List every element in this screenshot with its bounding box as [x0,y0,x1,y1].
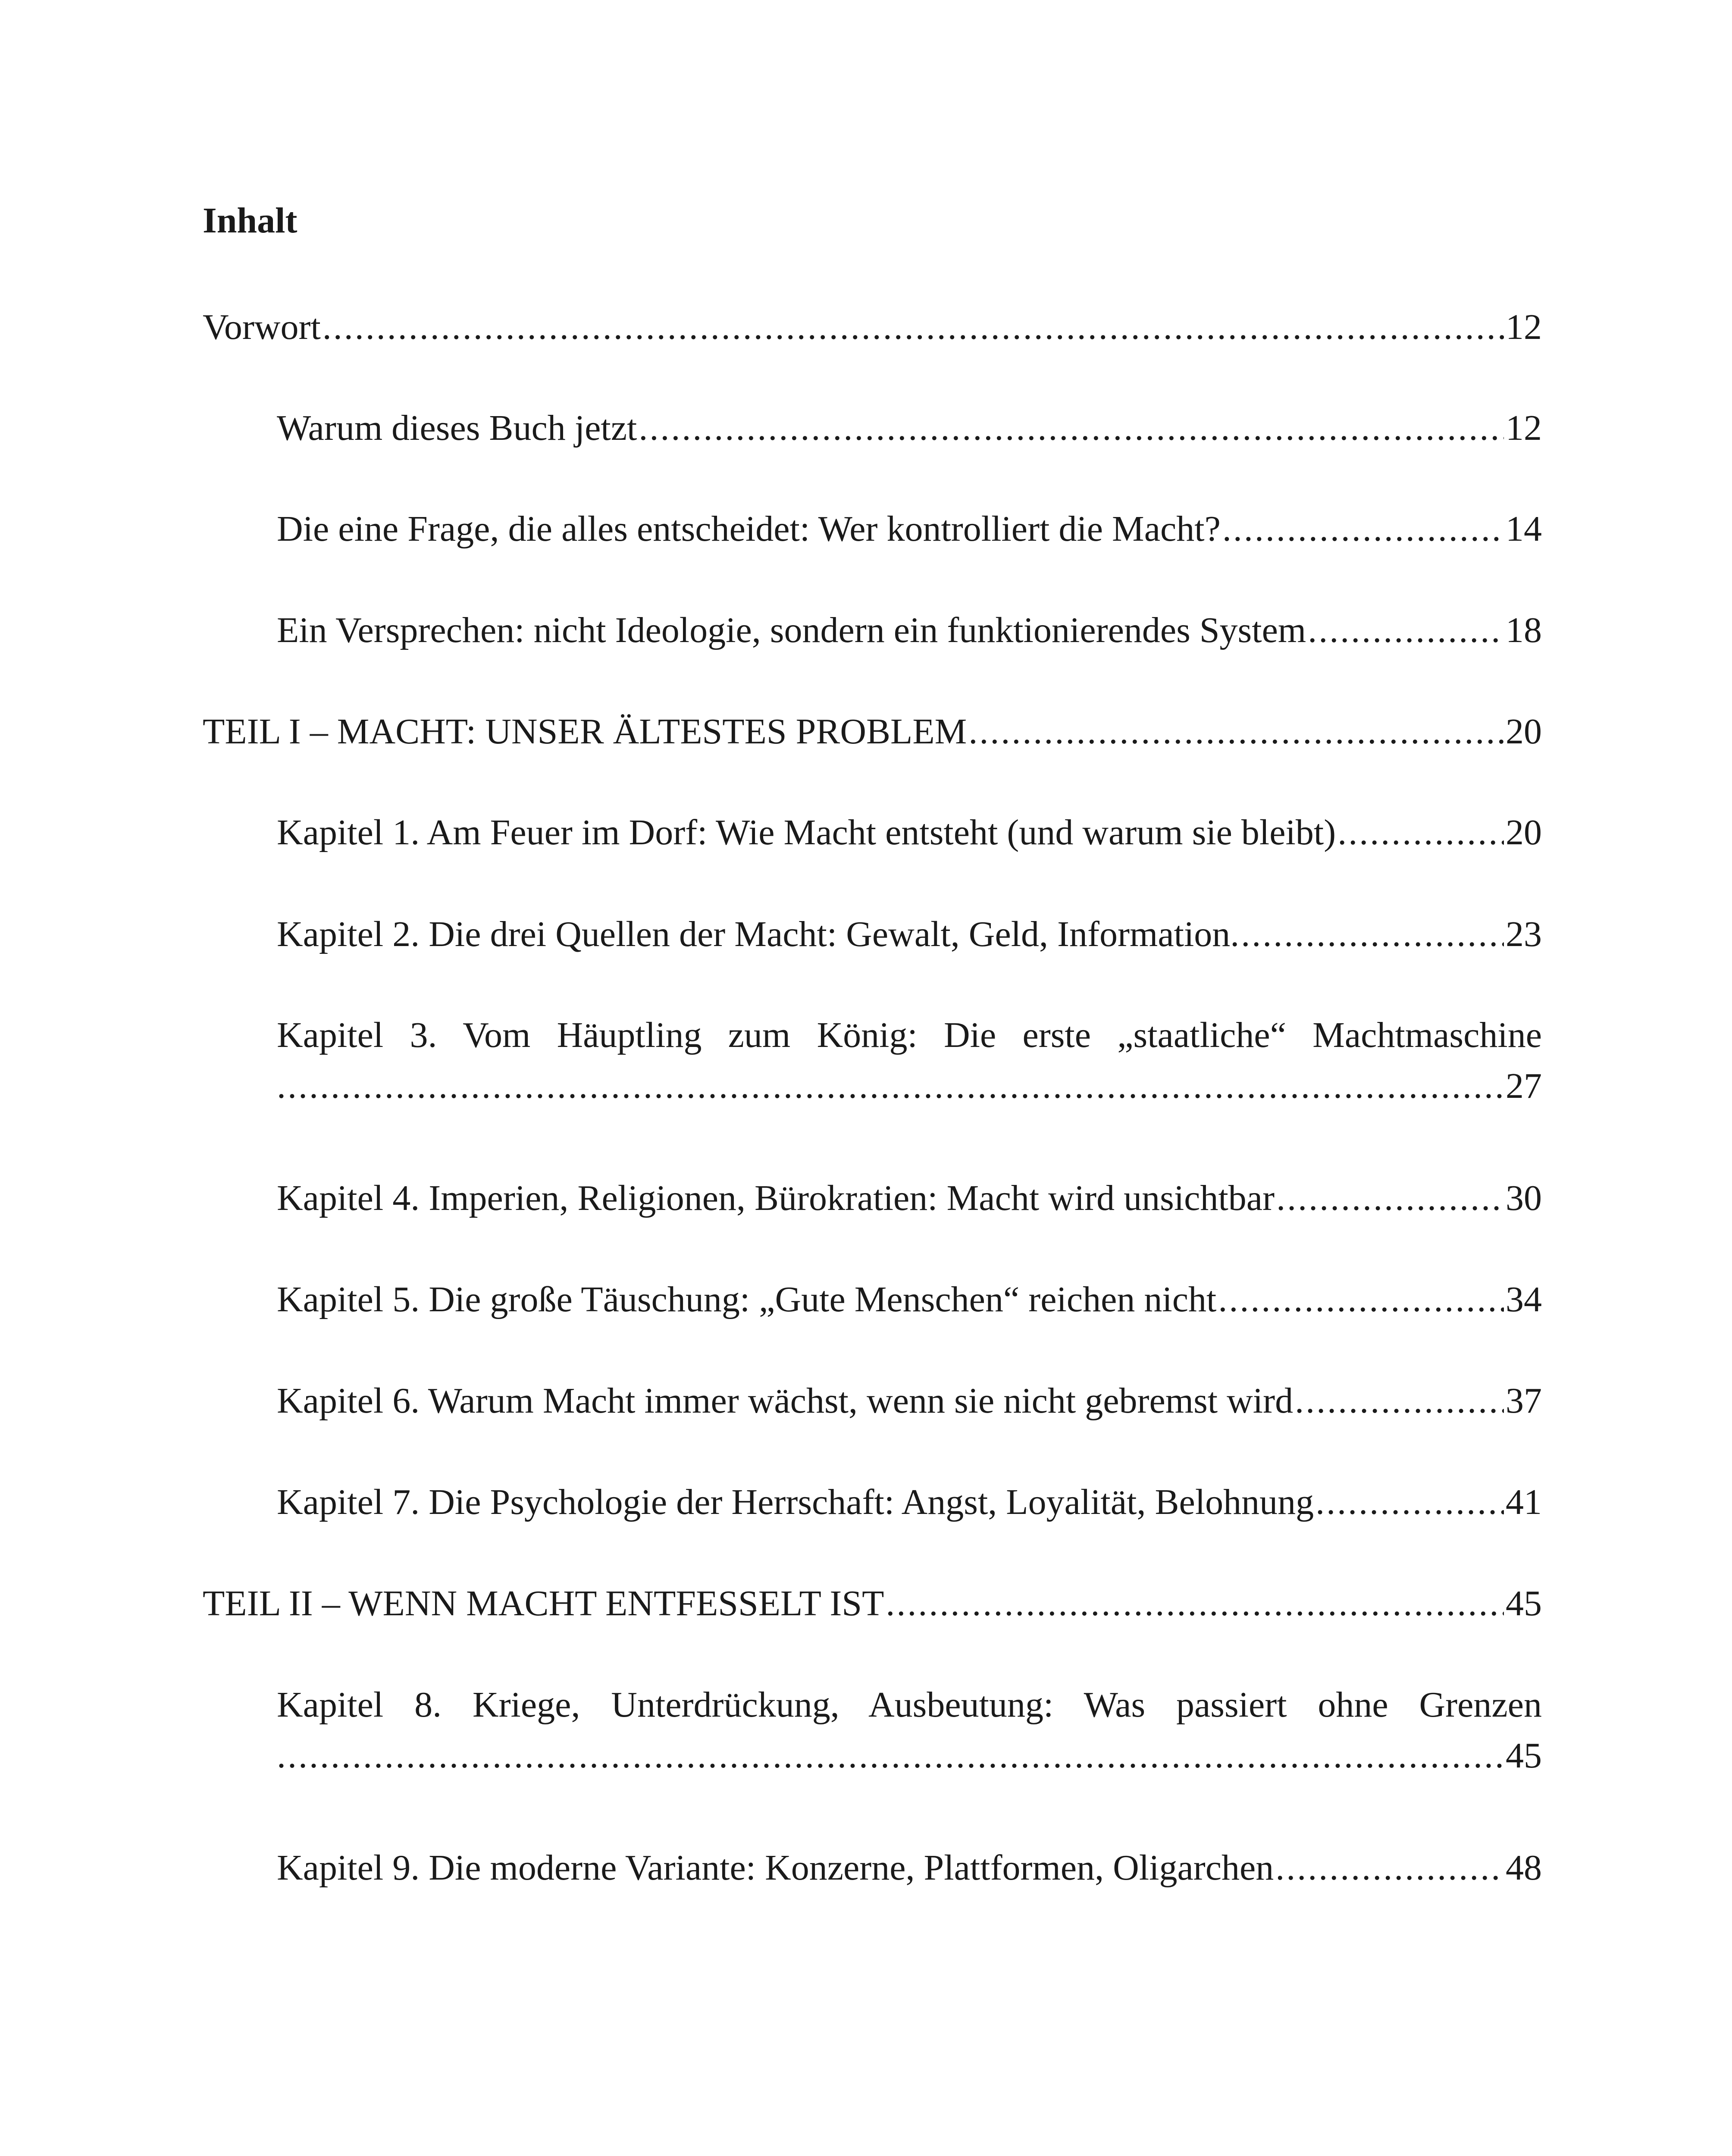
toc-part-entry[interactable] [203,706,1542,757]
toc-entry[interactable] [277,1274,1542,1325]
toc-entry[interactable] [277,1477,1542,1528]
toc-entry-page: 20 [1506,711,1542,752]
toc-entry-page: 48 [1506,1848,1542,1888]
toc-entry-title: Kapitel 7. Die Psychologie der Herrschaft: Angst, Loyalität, Belohnung [277,1482,1314,1522]
toc-entry-title: Vorwort [203,307,321,347]
dot-leader [323,302,1504,353]
toc-entry-title: Ein Versprechen: nicht Ideologie, sondern ein funktionierendes System [277,610,1306,650]
toc-entry[interactable] [277,1680,1542,1781]
toc-entry-title: Kapitel 5. Die große Täuschung: „Gute Menschen“ reichen nicht [277,1279,1217,1319]
dot-leader [1275,1843,1504,1893]
toc-entry-title: Die eine Frage, die alles entscheidet: Wer kontrolliert die Macht? [277,509,1221,549]
toc-entry-page: 45 [1506,1583,1542,1623]
toc-entry-title: TEIL II – WENN MACHT ENTFESSELT IST [203,1583,884,1623]
toc-entry-page: 20 [1506,812,1542,852]
dot-leader [1308,605,1504,656]
toc-heading: Inhalt [203,201,298,241]
toc-entry-page: 23 [1506,914,1542,954]
toc-entry-title: Kapitel 6. Warum Macht immer wächst, wenn sie nicht gebremst wird [277,1381,1294,1421]
dot-leader [1218,1274,1504,1325]
toc-entry[interactable] [277,807,1542,858]
dot-leader [1337,807,1504,858]
toc-entry-title: Kapitel 1. Am Feuer im Dorf: Wie Macht entsteht (und warum sie bleibt) [277,812,1336,852]
toc-entry-page: 30 [1506,1178,1542,1218]
toc-entry[interactable] [277,909,1542,960]
toc-entry-page: 34 [1506,1279,1542,1319]
toc-entry-title: Warum dieses Buch jetzt [277,408,637,448]
toc-entry-page: 12 [1506,408,1542,448]
dot-leader [1315,1477,1504,1528]
dot-leader [1295,1376,1504,1426]
toc-entry-page: 14 [1506,509,1542,549]
toc-entry[interactable] [277,403,1542,454]
dot-leader [277,1730,1504,1781]
toc-entry-title: TEIL I – MACHT: UNSER ÄLTESTES PROBLEM [203,711,967,752]
dot-leader [1241,909,1504,960]
toc-entry[interactable] [277,1376,1542,1426]
toc-entry-page: 45 [1506,1736,1542,1776]
toc-entry-page: 37 [1506,1381,1542,1421]
toc-entry[interactable] [277,504,1542,555]
toc-entry[interactable] [277,1173,1542,1224]
toc-entry-title: Kapitel 9. Die moderne Variante: Konzerne, Plattformen, Oligarchen [277,1848,1274,1888]
toc-entry-title: Kapitel 3. Vom Häuptling zum König: Die erste „staatliche“ Machtmaschine [277,1015,1542,1055]
toc-entry[interactable] [277,1843,1542,1893]
toc-entry-page: 12 [1506,307,1542,347]
toc-entry[interactable] [277,605,1542,656]
dot-leader [639,403,1504,454]
toc-entry-title: Kapitel 8. Kriege, Unterdrückung, Ausbeutung: Was passiert ohne Grenzen [277,1685,1542,1725]
toc-entry-page: 18 [1506,610,1542,650]
toc-entry-page: 41 [1506,1482,1542,1522]
toc-entry[interactable] [203,302,1542,353]
dot-leader [968,706,1504,757]
dot-leader [886,1578,1504,1629]
dot-leader [1276,1173,1504,1224]
dot-leader [277,1061,1504,1112]
dot-leader [1222,504,1504,555]
toc-part-entry[interactable] [203,1578,1542,1629]
toc-entry-title: Kapitel 4. Imperien, Religionen, Bürokratien: Macht wird unsichtbar [277,1178,1275,1218]
toc-entry[interactable] [277,1010,1542,1112]
toc-entry-page: 27 [1506,1066,1542,1106]
toc-entry-title: Kapitel 2. Die drei Quellen der Macht: Gewalt, Geld, Information. [277,914,1240,954]
